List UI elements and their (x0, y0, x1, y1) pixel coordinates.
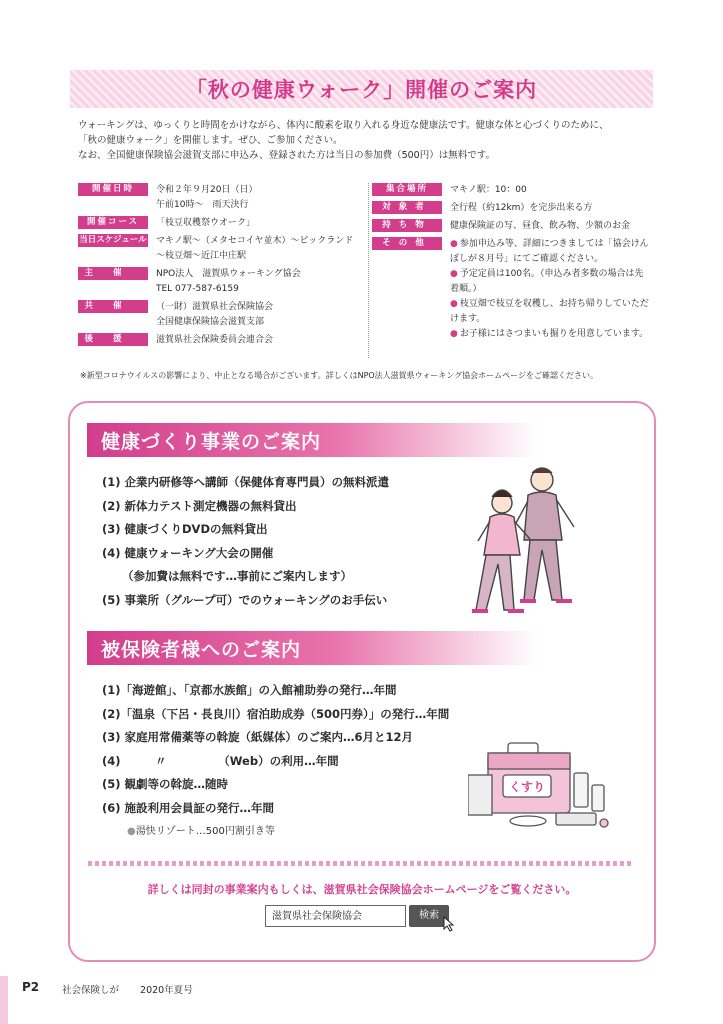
magazine-name: 社会保険しが (62, 985, 120, 996)
info-row (78, 333, 368, 348)
cursor-icon (442, 915, 458, 933)
info-label: 当日スケジュール (79, 235, 147, 245)
info-value: マキノ駅：10：00 (450, 185, 527, 195)
info-value: （一財）滋賀県社会保険協会 (156, 302, 274, 312)
info-value: マキノ駅〜（メタセコイヤ並木）〜ピックランド (156, 236, 354, 246)
info-row (78, 300, 368, 330)
note-item: 参加申込み等、詳細につきましては「協会けんぽしが８月号」にてご確認ください。 (450, 239, 649, 264)
list-item: (5) 観劇等の斡旋…随時 (102, 777, 229, 791)
list-item: (6) 施設利用会員証の発行…年間 (102, 800, 275, 815)
info-row (372, 201, 662, 216)
medicine-box-label: くすり (508, 780, 546, 794)
info-label: 対象者 (372, 201, 442, 214)
note-item: 予定定員は100名。（申込み者多数の場合は先着順。） (450, 269, 644, 294)
event-info-left (78, 183, 368, 351)
walking-couple-illustration (470, 463, 585, 623)
list-item: (1) 企業内研修等へ講師（保健体育専門員）の無料派遣 (102, 475, 390, 489)
info-row (372, 219, 662, 234)
info-row (78, 216, 368, 231)
info-value: 健康保険証の写、昼食、飲み物、少額のお金 (450, 221, 631, 231)
section-heading-health (87, 423, 537, 457)
title-banner (70, 70, 653, 108)
info-row (372, 183, 662, 198)
bullet-icon: ● (450, 329, 458, 339)
list-item: （参加費は無料です…事前にご案内します） (122, 569, 352, 583)
info-row (372, 237, 662, 342)
bullet-icon: ● (450, 269, 458, 279)
covid-note: ※新型コロナウイルスの影響により、中止となる場合がございます。詳しくはNPO法人滋賀県ウォーキング協会ホームページをご確認ください。 (80, 371, 598, 380)
dotted-divider (88, 861, 634, 866)
section-title: 被保険者様へのご案内 (101, 639, 302, 661)
page-title: 「秋の健康ウォーク」開催のご案内 (185, 78, 538, 102)
bullet-icon: ● (450, 299, 458, 309)
list-item: (4) 〃 （Web）の利用…年間 (102, 753, 339, 768)
insured-services-list (102, 679, 449, 844)
intro-line: 「秋の健康ウォーク」を開催します。ぜひ、ご参加ください。 (78, 135, 343, 146)
info-value: 滋賀県社会保険委員会連合会 (156, 335, 274, 345)
intro-text (78, 118, 658, 163)
info-label: 開催日時 (78, 183, 148, 196)
bullet-icon: ● (450, 239, 458, 249)
info-value: 令和２年９月20日（日） (156, 185, 258, 195)
list-item: (3) 健康づくりDVDの無料貸出 (102, 522, 268, 536)
info-value: TEL 077-587-6159 (156, 284, 239, 294)
list-item: (5) 事業所（グループ可）でのウォーキングのお手伝い (102, 592, 388, 607)
info-value: 全国健康保険協会滋賀支部 (156, 317, 265, 327)
info-label: 開催コース (78, 216, 148, 229)
issue-label: 2020年夏号 (140, 985, 193, 996)
info-label: 後援 (78, 333, 148, 346)
info-value: 〜枝豆畑〜近江中庄駅 (156, 251, 247, 261)
note-item: 枝豆畑で枝豆を収穫し、お持ち帰りしていただけます。 (450, 299, 649, 324)
list-item: (1)「海遊館」、「京都水族館」の入館補助券の発行…年間 (102, 683, 397, 697)
detail-text: 詳しくは同封の事業案内もしくは、滋賀県社会保険協会ホームページをご覧ください。 (147, 883, 577, 896)
services-box (68, 401, 656, 962)
section-title: 健康づくり事業のご案内 (101, 431, 322, 453)
info-label: 主催 (78, 267, 148, 280)
info-value: 午前10時〜 雨天決行 (156, 200, 249, 210)
list-item: (4) 健康ウォーキング大会の開催 (102, 545, 274, 560)
info-label: 持ち物 (372, 219, 442, 232)
info-value: 全行程（約12km）を完歩出来る方 (450, 203, 593, 213)
page-number: P2 (22, 980, 40, 994)
footer-accent (0, 976, 8, 1024)
info-value: NPO法人 滋賀県ウォーキング協会 (156, 269, 301, 279)
search-input[interactable]: 滋賀県社会保険協会 (265, 905, 406, 927)
bullet-icon: ● (127, 826, 136, 837)
info-row (78, 267, 368, 297)
info-row (78, 183, 368, 213)
event-info-right (368, 183, 662, 358)
search-button[interactable]: 検索 (409, 905, 449, 927)
info-label: その他 (372, 237, 442, 250)
info-label: 集合場所 (372, 183, 442, 196)
intro-line: なお、全国健康保険協会滋賀支部に申込み、登録された方は当日の参加費（500円）は無料です。 (78, 150, 495, 161)
list-item: (2)「温泉（下呂・長良川）宿泊助成券（500円券）」の発行…年間 (102, 706, 450, 721)
health-services-list (102, 471, 389, 612)
list-item: (3) 家庭用常備薬等の斡旋（紙媒体）のご案内…6月と12月 (102, 730, 414, 744)
list-item: (2) 新体力テスト測定機器の無料貸出 (102, 498, 297, 513)
info-row (78, 234, 368, 264)
footer-info (62, 982, 211, 996)
list-item: 湯快リゾート…500円割引き等 (135, 826, 275, 837)
medicine-box-illustration (468, 723, 618, 833)
section-heading-insured (87, 631, 537, 665)
intro-line: ウォーキングは、ゆっくりと時間をかけながら、体内に酸素を取り入れる身近な健康法です。健康な体と心づくりのために、 (78, 120, 609, 131)
info-label: 共催 (78, 300, 148, 313)
info-value: 「枝豆収穫祭ウオーク」 (156, 218, 256, 228)
note-item: お子様にはさつまいも掘りを用意しています。 (459, 329, 649, 339)
